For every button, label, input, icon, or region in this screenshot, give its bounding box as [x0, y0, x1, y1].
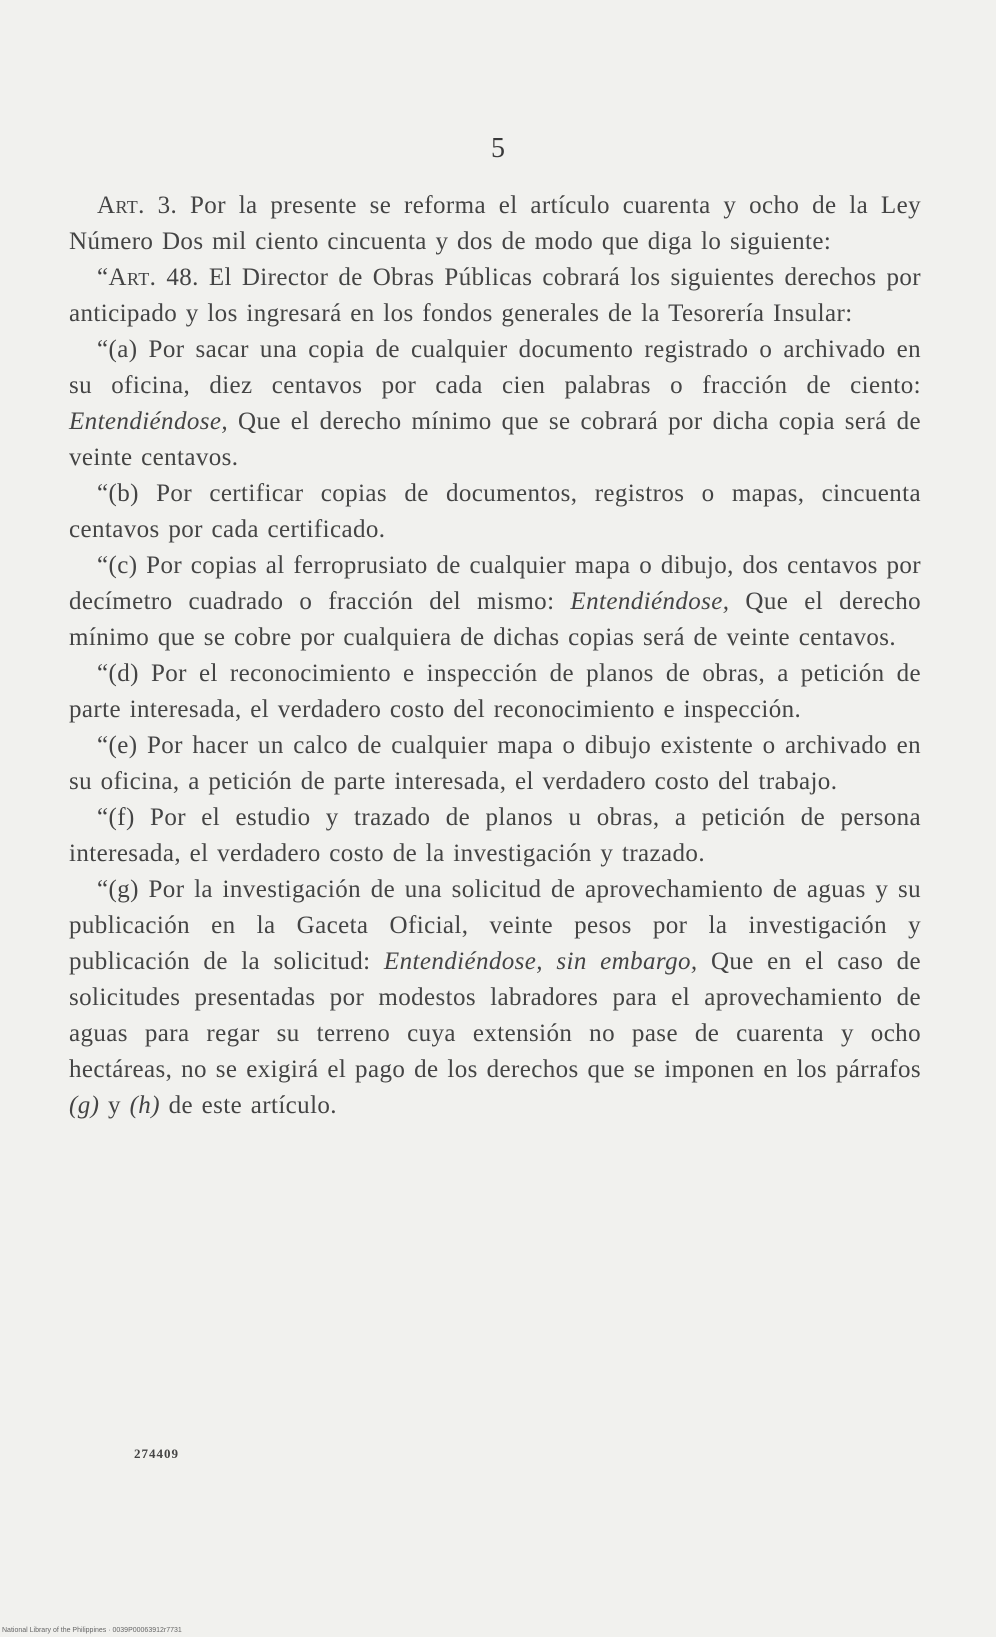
clause-text: Por el estudio y trazado de planos u obras, a petición de persona interesada, el verdadero costo de la investigación y trazado.	[69, 804, 921, 867]
article-label: Art.	[97, 192, 145, 219]
clause-d	[69, 656, 921, 728]
clause-end: de este artículo.	[168, 1092, 337, 1119]
clause-c	[69, 548, 921, 656]
clause-marker: “(b)	[97, 480, 139, 507]
article-number: 48.	[166, 264, 199, 291]
page-number: 5	[491, 133, 505, 164]
clause-a	[69, 332, 921, 476]
clause-marker: “(c)	[97, 552, 138, 579]
library-watermark: National Library of the Philippines · 0039P00063912r7731	[2, 1627, 182, 1634]
clause-marker: “(d)	[97, 660, 139, 687]
clause-text: Por el reconocimiento e inspección de planos de obras, a petición de parte interesada, el verdadero costo del reconocimiento e inspección.	[69, 660, 921, 723]
article-text: El Director de Obras Públicas cobrará los siguientes derechos por anticipado y los ingresará en los fondos generales de la Tesorería Insular:	[69, 264, 922, 327]
clause-tail: Que el derecho mínimo que se cobre por cualquiera de dichas copias será de veinte centavos.	[69, 588, 921, 651]
article-number: 3.	[157, 192, 178, 219]
clause-tail: Que en el caso de solicitudes presentadas por modestos labradores para el aprovechamiento de aguas para regar su terreno cuya extensión no pase de cuarenta y ocho hectáreas, no se exigirá el pago de los derechos que se imponen en los párrafos	[69, 948, 922, 1083]
clause-marker: “(e)	[97, 732, 138, 759]
clause-e	[69, 728, 921, 800]
article-label: “Art.	[97, 264, 157, 291]
clause-proviso: Entendiéndose,	[69, 408, 229, 435]
clause-marker: “(a)	[97, 336, 138, 363]
clause-g	[69, 872, 921, 1124]
clause-b	[69, 476, 921, 548]
clause-f	[69, 800, 921, 872]
clause-text: Por hacer un calco de cualquier mapa o dibujo existente o archivado en su oficina, a petición de parte interesada, el verdadero costo del trabajo.	[69, 732, 921, 795]
clause-proviso: Entendiéndose, sin embargo,	[383, 948, 698, 975]
clause-text: Por sacar una copia de cualquier documento registrado o archivado en su oficina, diez centavos por cada cien palabras o fracción de ciento:	[69, 336, 922, 399]
article-text: Por la presente se reforma el artículo cuarenta y ocho de la Ley Número Dos mil ciento cincuenta y dos de modo que diga lo siguiente:	[69, 192, 921, 255]
clause-text: Por la investigación de una solicitud de aprovechamiento de aguas y su publicación en la Gaceta Oficial, veinte pesos por la investigación y publicación de la solicitud:	[69, 876, 921, 975]
clause-text: Por copias al ferroprusiato de cualquier mapa o dibujo, dos centavos por decímetro cuadrado o fracción del mismo:	[69, 552, 922, 615]
printer-code: 274409	[134, 1446, 179, 1461]
clause-marker: “(g)	[97, 876, 139, 903]
article-3-paragraph	[69, 188, 921, 260]
clause-reference: (g)	[69, 1092, 100, 1119]
article-48-paragraph	[69, 260, 921, 332]
clause-text: Por certificar copias de documentos, registros o mapas, cincuenta centavos por cada certificado.	[69, 480, 921, 543]
clause-proviso: Entendiéndose,	[570, 588, 730, 615]
clause-tail: Que el derecho mínimo que se cobrará por dicha copia será de veinte centavos.	[69, 408, 921, 471]
clause-marker: “(f)	[97, 804, 135, 831]
document-body	[69, 188, 921, 1124]
clause-reference: (h)	[129, 1092, 160, 1119]
clause-conjunction: y	[108, 1092, 121, 1119]
